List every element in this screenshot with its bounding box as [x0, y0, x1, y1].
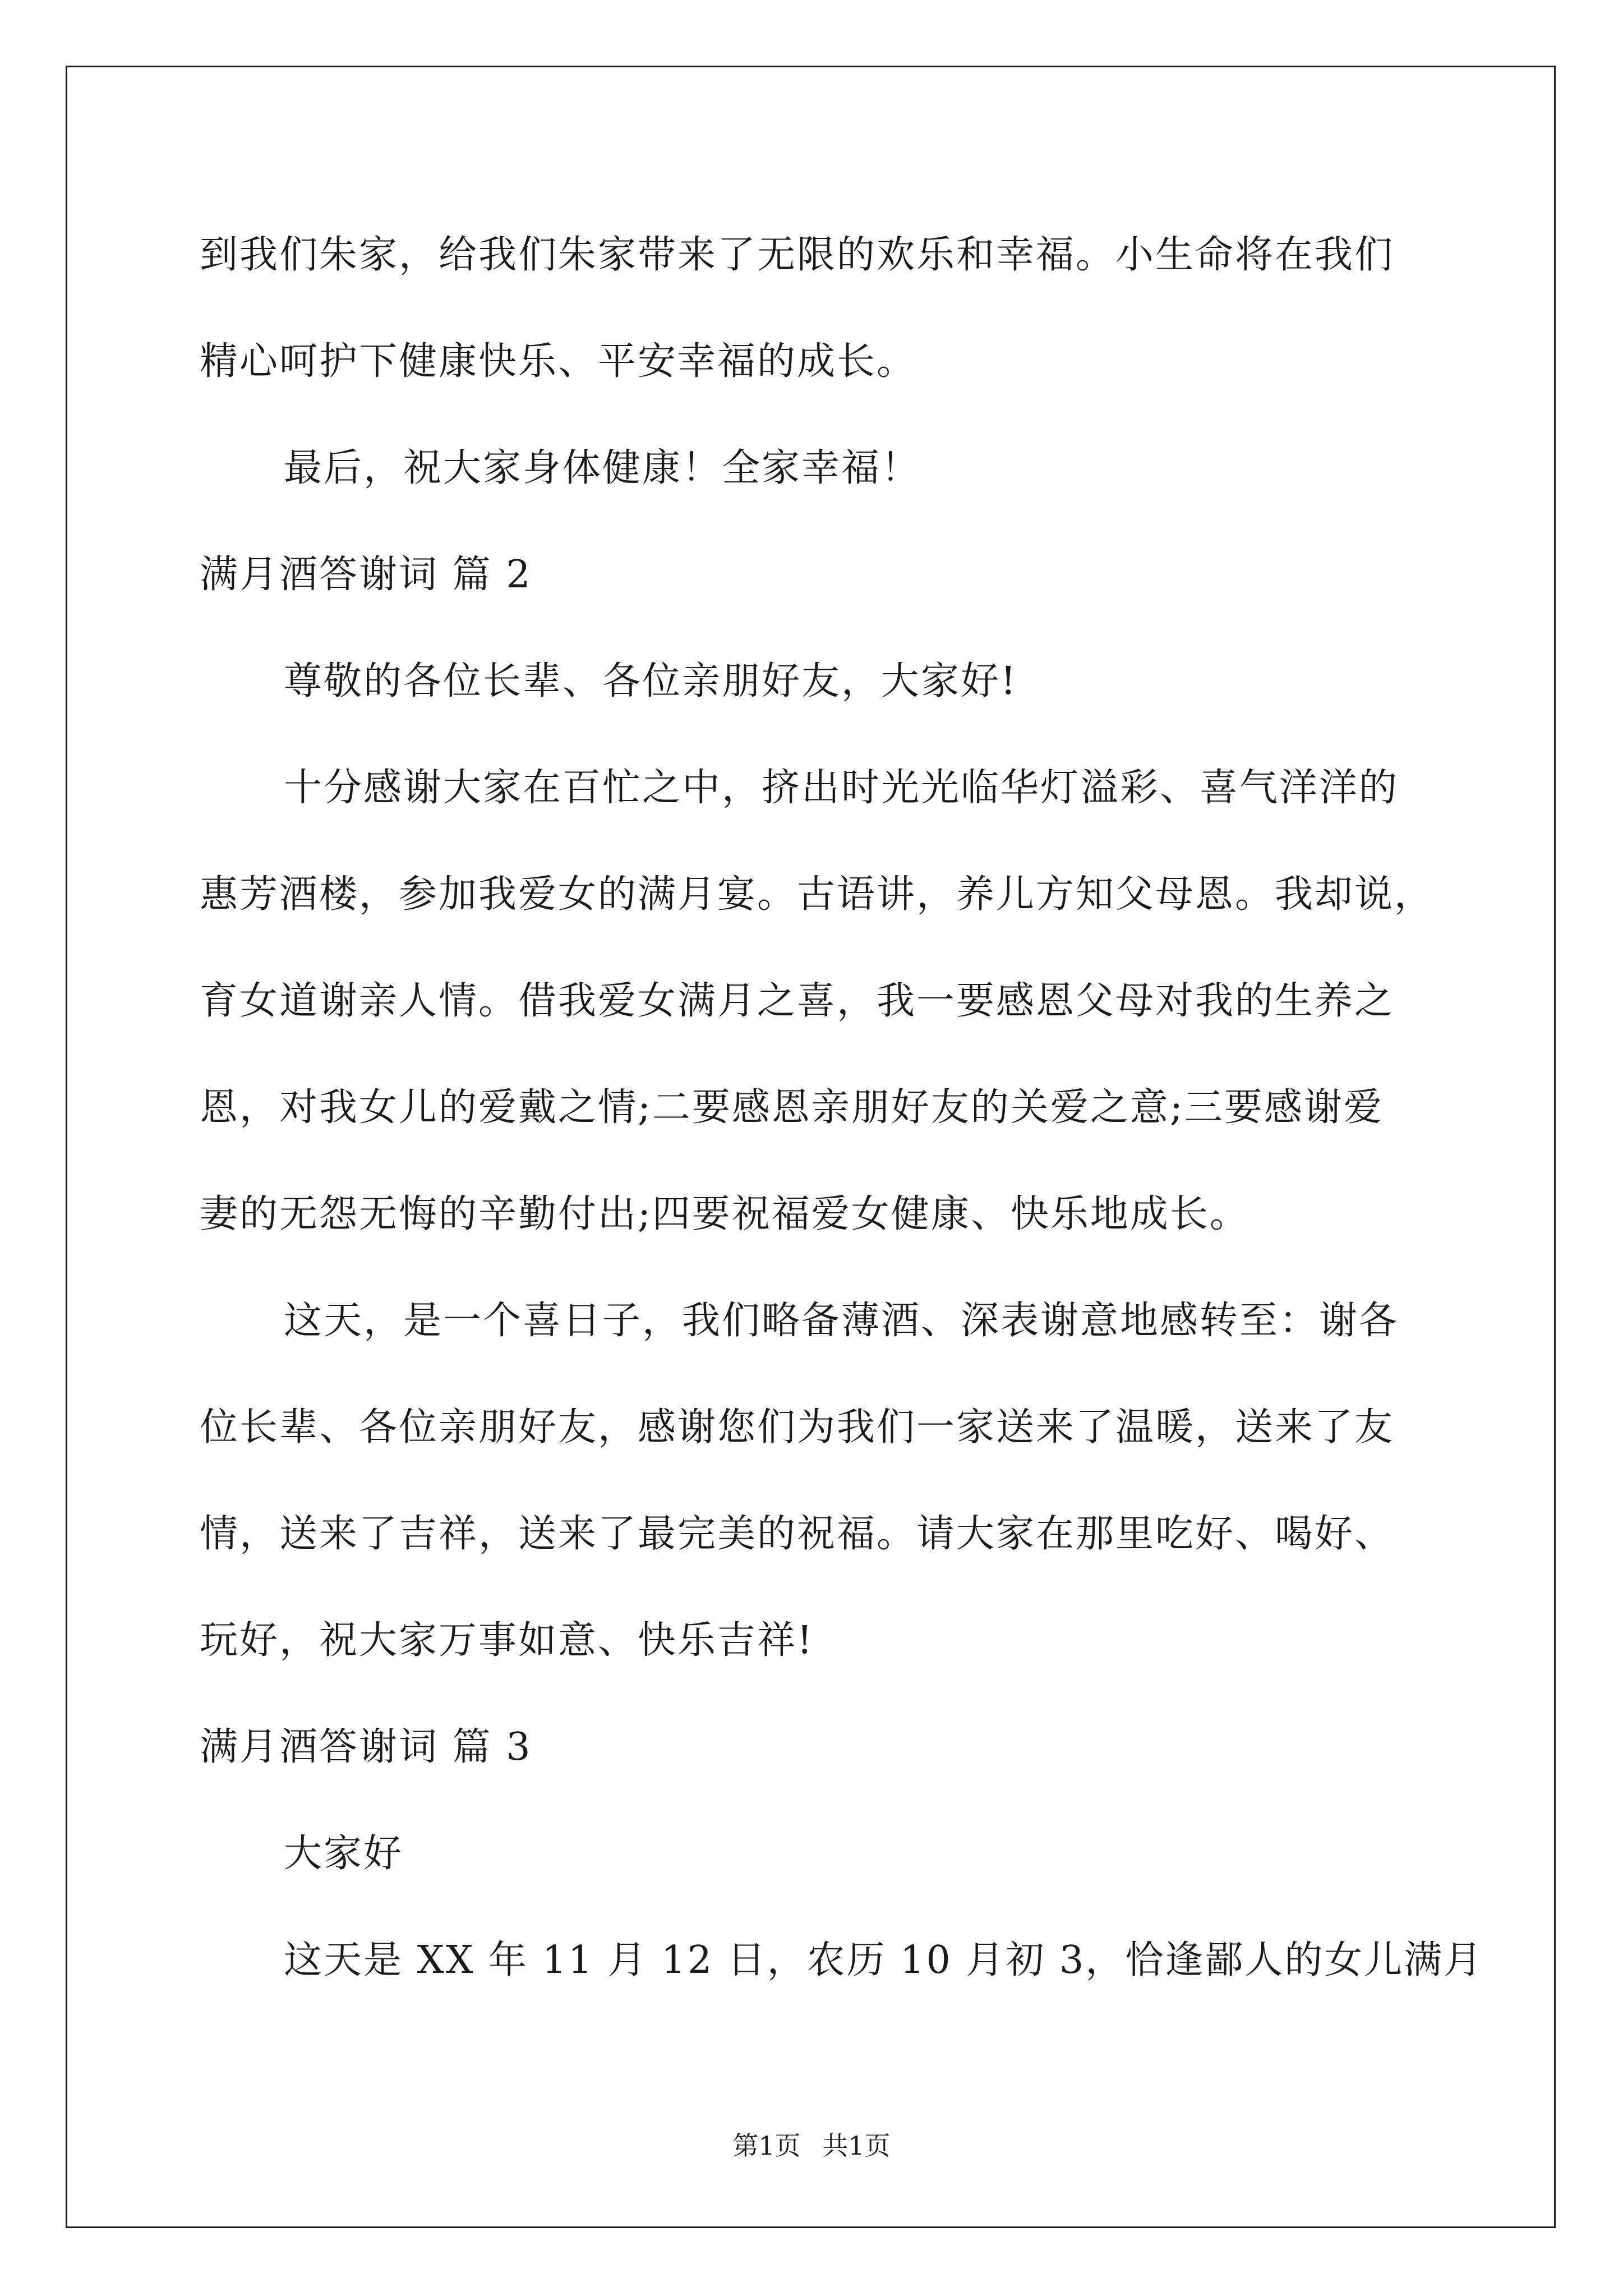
text-line: 大家好 [284, 1832, 404, 1876]
document-body [200, 202, 1484, 2014]
text-line: 到我们朱家，给我们朱家带来了无限的欢乐和幸福。小生命将在我们 [200, 233, 1395, 277]
text-line: 这天是 XX 年 11 月 12 日，农历 10 月初 3，恰逢鄙人的女儿满月 [284, 1938, 1484, 1982]
text-line: 玩好，祝大家万事如意、快乐吉祥! [200, 1618, 814, 1663]
text-line: 恩，对我女儿的爱戴之情;二要感恩亲朋好友的关爱之意;三要感谢爱 [200, 1085, 1384, 1130]
section-heading: 满月酒答谢词 篇 3 [200, 1725, 532, 1769]
text-line: 育女道谢亲人情。借我爱女满月之喜，我一要感恩父母对我的生养之 [200, 979, 1395, 1023]
text-line: 精心呵护下健康快乐、平安幸福的成长。 [200, 339, 917, 384]
text-line: 尊敬的各位长辈、各位亲朋好友，大家好! [284, 659, 1018, 703]
page-footer [0, 2129, 1623, 2162]
text-line: 十分感谢大家在百忙之中，挤出时光光临华灯溢彩、喜气洋洋的 [284, 766, 1399, 810]
section-heading: 满月酒答谢词 篇 2 [200, 553, 532, 597]
page-number-current: 第1页 [732, 2131, 801, 2161]
text-line: 情，送来了吉祥，送来了最完美的祝福。请大家在那里吃好、喝好、 [200, 1512, 1395, 1556]
text-line: 位长辈、各位亲朋好友，感谢您们为我们一家送来了温暖，送来了友 [200, 1405, 1395, 1450]
page-number-total: 共1页 [822, 2131, 891, 2161]
text-line: 惠芳酒楼，参加我爱女的满月宴。古语讲，养儿方知父母恩。我却说， [200, 872, 1435, 917]
text-line: 妻的无怨无悔的辛勤付出;四要祝福爱女健康、快乐地成长。 [200, 1192, 1249, 1236]
text-line: 最后，祝大家身体健康！全家幸福！ [284, 446, 921, 490]
text-line: 这天，是一个喜日子，我们略备薄酒、深表谢意地感转至：谢各 [284, 1299, 1399, 1343]
